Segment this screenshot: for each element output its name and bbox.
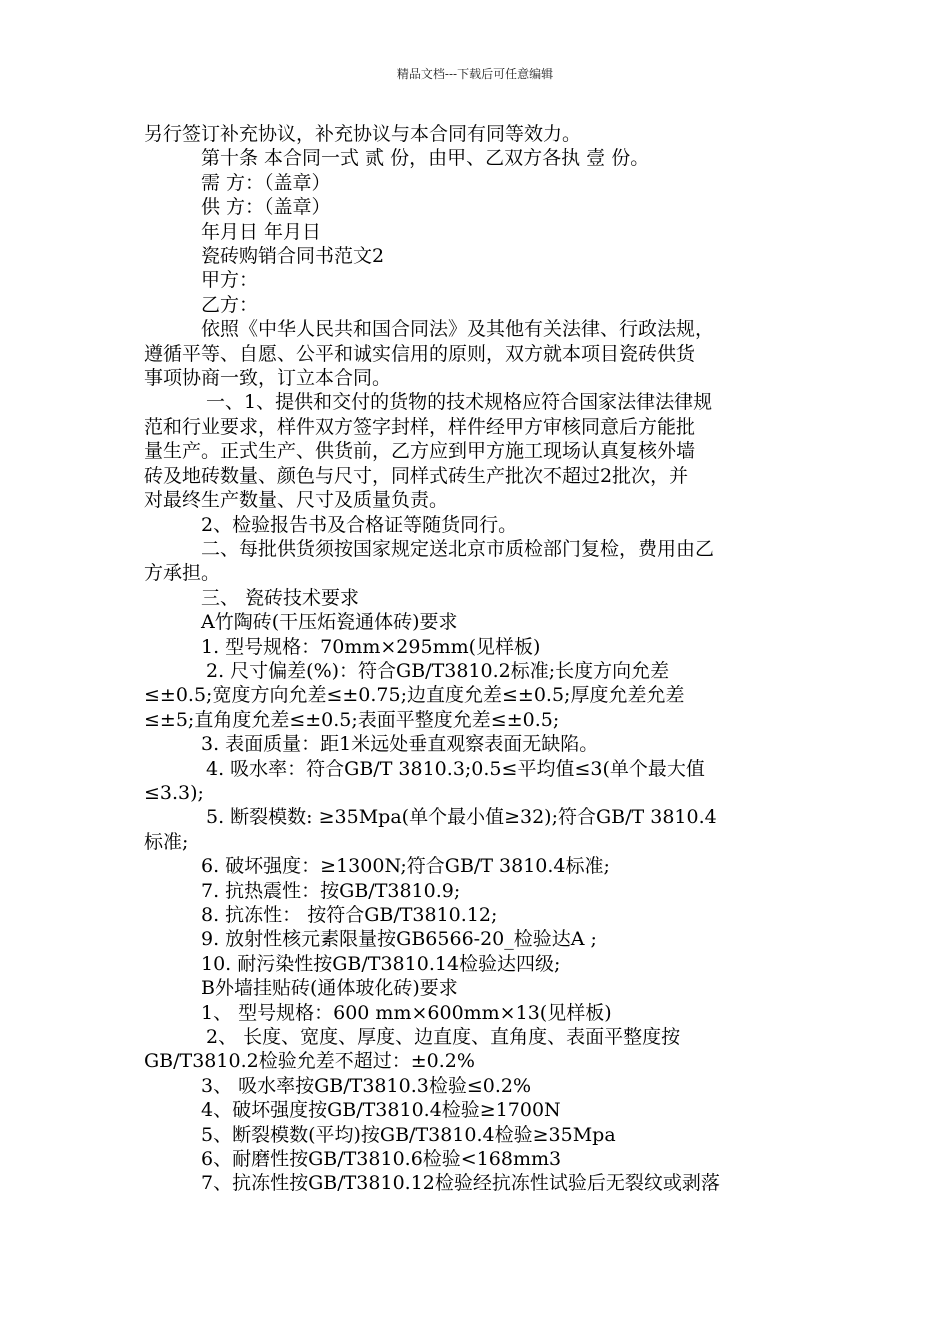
text-line: ≤±0.5;宽度方向允差≤±0.75;边直度允差≤±0.5;厚度允差允差	[144, 684, 685, 707]
text-line: 量生产。正式生产、供货前，乙方应到甲方施工现场认真复核外墙	[144, 440, 696, 463]
text-line: 年月日 年月日	[201, 220, 322, 243]
text-line: 7. 抗热震性：按GB/T3810.9;	[201, 879, 461, 902]
text-line: 5、断裂模数(平均)按GB/T3810.4检验≥35Mpa	[201, 1123, 616, 1146]
text-line: B外墙挂贴砖(通体玻化砖)要求	[201, 977, 458, 1000]
text-line: 2、 长度、宽度、厚度、边直度、直角度、表面平整度按	[206, 1026, 681, 1049]
section-title: 瓷砖购销合同书范文2	[201, 245, 385, 268]
text-line: 事项协商一致，订立本合同。	[144, 367, 392, 390]
text-line: 三、 瓷砖技术要求	[201, 586, 360, 609]
text-line: ≤3.3);	[144, 781, 204, 804]
text-line: 二、每批供货须按国家规定送北京市质检部门复检，费用由乙	[201, 537, 715, 560]
text-line: 乙方：	[201, 293, 259, 316]
text-line: 甲方：	[201, 269, 259, 292]
text-line: 需 方：（盖章）	[201, 171, 331, 194]
text-line: 3、 吸水率按GB/T3810.3检验≤0.2%	[201, 1074, 532, 1097]
text-line: ≤±5;直角度允差≤±0.5;表面平整度允差≤±0.5;	[144, 708, 560, 731]
text-line: 另行签订补充协议，补充协议与本合同有同等效力。	[144, 123, 582, 145]
text-line: 8. 抗冻性： 按符合GB/T3810.12;	[201, 904, 498, 926]
text-line: 范和行业要求，样件双方签字封样，样件经甲方审核同意后方能批	[144, 415, 696, 438]
text-line: 9. 放射性核元素限量按GB6566-20_检验达A ;	[201, 928, 597, 951]
text-line: 第十条 本合同一式 贰 份，由甲、乙双方各执 壹 份。	[201, 147, 650, 170]
text-line: 标准;	[144, 830, 189, 853]
text-line: 1. 型号规格：70mm×295mm(见样板)	[201, 635, 541, 658]
text-line: 4. 吸水率：符合GB/T 3810.3;0.5≤平均值≤3(单个最大值	[206, 757, 705, 780]
text-line: 方承担。	[144, 562, 221, 585]
text-line: 遵循平等、自愿、公平和诚实信用的原则，双方就本项目瓷砖供货	[144, 342, 696, 365]
text-line: 10. 耐污染性按GB/T3810.14检验达四级;	[201, 952, 561, 975]
text-line: GB/T3810.2检验允差不超过：±0.2%	[144, 1050, 475, 1073]
text-line: A竹陶砖(干压炻瓷通体砖)要求	[201, 611, 458, 634]
text-line: 6、耐磨性按GB/T3810.6检验<168mm3	[201, 1148, 562, 1171]
text-line: 1、 型号规格：600 mm×600mm×13(见样板)	[201, 1001, 612, 1024]
document-body	[144, 122, 808, 1196]
text-line: 依照《中华人民共和国合同法》及其他有关法律、行政法规，	[201, 318, 715, 341]
text-line: 2、检验报告书及合格证等随货同行。	[201, 513, 518, 536]
text-line: 一、1、提供和交付的货物的技术规格应符合国家法律法律规	[206, 391, 713, 414]
text-line: 5. 断裂模数: ≥35Mpa(单个最小值≥32);符合GB/T 3810.4	[206, 806, 717, 829]
text-line: 砖及地砖数量、颜色与尺寸，同样式砖生产批次不超过2批次，并	[144, 464, 689, 487]
text-line: 4、破坏强度按GB/T3810.4检验≥1700N	[201, 1099, 561, 1122]
text-line: 7、抗冻性按GB/T3810.12检验经抗冻性试验后无裂纹或剥落	[201, 1172, 720, 1195]
text-line: 供 方：（盖章）	[201, 196, 331, 219]
text-line: 2. 尺寸偏差(%)：符合GB/T3810.2标准;长度方向允差	[206, 659, 670, 682]
text-line: 对最终生产数量、尺寸及质量负责。	[144, 489, 449, 512]
text-line: 6. 破坏强度：≥1300N;符合GB/T 3810.4标准;	[201, 855, 610, 878]
page-header: 精品文档---下载后可任意编辑	[396, 67, 554, 81]
text-line: 3. 表面质量：距1米远处垂直观察表面无缺陷。	[201, 733, 599, 756]
